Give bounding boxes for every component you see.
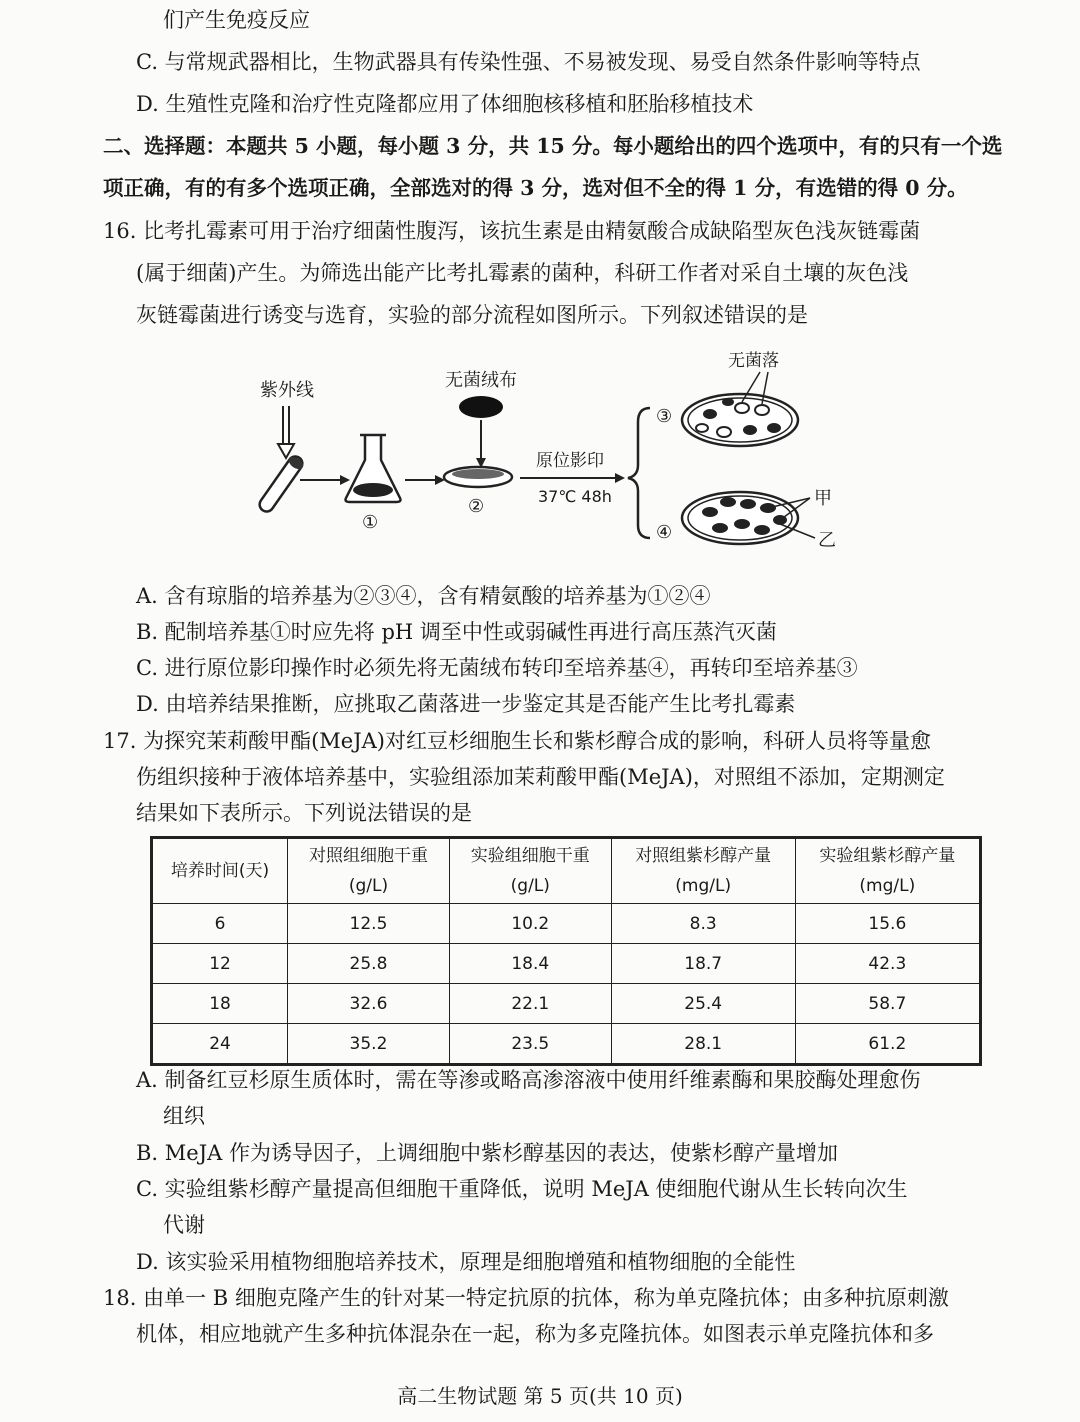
question-16-stem: (属于细菌)产生。为筛选出能产比考扎霉素的菌种，科研工作者对采自土壤的灰色浅 bbox=[136, 261, 909, 285]
table-row bbox=[152, 904, 981, 944]
table-cell: 10.2 bbox=[449, 904, 611, 944]
condition-label: 37℃ 48h bbox=[538, 487, 612, 506]
table-cell: 35.2 bbox=[288, 1024, 450, 1065]
question-16-stem: 灰链霉菌进行诱变与选育，实验的部分流程如图所示。下列叙述错误的是 bbox=[136, 303, 808, 327]
test-tube-icon bbox=[257, 454, 306, 514]
section-heading: 项正确，有的有多个选项正确，全部选对的得 3 分，选对但不全的得 1 分，有选错的得 0 分。 bbox=[103, 176, 968, 200]
no-colony-label: 无菌落 bbox=[728, 351, 779, 371]
table-row bbox=[152, 1024, 981, 1065]
label-4: ④ bbox=[656, 522, 673, 543]
table-row bbox=[152, 944, 981, 984]
question-17-stem: 伤组织接种于液体培养基中，实验组添加茉莉酸甲酯(MeJA)，对照组不添加，定期测定 bbox=[136, 765, 945, 789]
option-line: 们产生免疫反应 bbox=[163, 8, 310, 32]
yi-label: 乙 bbox=[818, 530, 836, 551]
table-cell: 25.4 bbox=[611, 984, 795, 1024]
table-cell: 61.2 bbox=[795, 1024, 980, 1065]
plate-4-icon bbox=[682, 492, 798, 544]
uv-label: 紫外线 bbox=[260, 380, 314, 401]
table-cell: 12 bbox=[152, 944, 288, 984]
column-header: 实验组紫杉醇产量 (mg/L) bbox=[795, 838, 980, 904]
question-16-option-d: D. 由培养结果推断，应挑取乙菌落进一步鉴定其是否能产生比考扎霉素 bbox=[136, 692, 796, 716]
question-18-stem: 18. 由单一 B 细胞克隆产生的针对某一特定抗原的抗体，称为单克隆抗体；由多种抗原刺激 bbox=[103, 1286, 949, 1310]
velvet-label: 无菌绒布 bbox=[445, 370, 517, 391]
table-cell: 23.5 bbox=[449, 1024, 611, 1065]
table-cell: 25.8 bbox=[288, 944, 450, 984]
results-table bbox=[150, 836, 982, 1066]
option-line: C. 与常规武器相比，生物武器具有传染性强、不易被发现、易受自然条件影响等特点 bbox=[136, 50, 921, 74]
column-header: 实验组细胞干重 (g/L) bbox=[449, 838, 611, 904]
table-cell: 28.1 bbox=[611, 1024, 795, 1065]
question-17-option-d: D. 该实验采用植物细胞培养技术，原理是细胞增殖和植物细胞的全能性 bbox=[136, 1250, 796, 1274]
plate-3-icon bbox=[682, 394, 798, 446]
table-row bbox=[152, 984, 981, 1024]
question-16-option-c: C. 进行原位影印操作时必须先将无菌绒布转印至培养基④，再转印至培养基③ bbox=[136, 656, 858, 680]
question-18-stem: 机体，相应地就产生多种抗体混杂在一起，称为多克隆抗体。如图表示单克隆抗体和多 bbox=[136, 1322, 934, 1346]
question-17-stem: 结果如下表所示。下列说法错误的是 bbox=[136, 801, 472, 825]
question-17-option-a: 组织 bbox=[163, 1104, 205, 1128]
table-cell: 8.3 bbox=[611, 904, 795, 944]
question-17-option-b: B. MeJA 作为诱导因子，上调细胞中紫杉醇基因的表达，使紫杉醇产量增加 bbox=[136, 1141, 838, 1165]
experiment-flow-diagram bbox=[240, 340, 860, 570]
table-cell: 58.7 bbox=[795, 984, 980, 1024]
label-1: ① bbox=[362, 512, 379, 533]
table-cell: 24 bbox=[152, 1024, 288, 1065]
table-cell: 15.6 bbox=[795, 904, 980, 944]
question-16-option-a: A. 含有琼脂的培养基为②③④，含有精氨酸的培养基为①②④ bbox=[136, 584, 711, 608]
table-cell: 22.1 bbox=[449, 984, 611, 1024]
question-17-option-c: 代谢 bbox=[163, 1213, 205, 1237]
table-cell: 32.6 bbox=[288, 984, 450, 1024]
section-heading: 二、选择题：本题共 5 小题，每小题 3 分，共 15 分。每小题给出的四个选项中，有的只有一个选 bbox=[103, 134, 1003, 158]
column-header: 对照组紫杉醇产量 (mg/L) bbox=[611, 838, 795, 904]
flask-icon bbox=[346, 435, 401, 502]
table-cell: 6 bbox=[152, 904, 288, 944]
table-cell: 42.3 bbox=[795, 944, 980, 984]
plate-2-icon bbox=[444, 467, 512, 487]
page-footer: 高二生物试题 第 5 页(共 10 页) bbox=[397, 1384, 683, 1408]
label-3: ③ bbox=[656, 406, 673, 427]
question-17-stem: 17. 为探究茉莉酸甲酯(MeJA)对红豆杉细胞生长和紫杉醇合成的影响，科研人员将等量愈 bbox=[103, 729, 931, 753]
table-cell: 18 bbox=[152, 984, 288, 1024]
option-line: D. 生殖性克隆和治疗性克隆都应用了体细胞核移植和胚胎移植技术 bbox=[136, 92, 754, 116]
question-16-stem: 16. 比考扎霉素可用于治疗细菌性腹泻，该抗生素是由精氨酸合成缺陷型灰色浅灰链霉菌 bbox=[103, 219, 921, 243]
replica-label: 原位影印 bbox=[536, 451, 604, 471]
question-17-option-c: C. 实验组紫杉醇产量提高但细胞干重降低，说明 MeJA 使细胞代谢从生长转向次生 bbox=[136, 1177, 908, 1201]
label-2: ② bbox=[468, 496, 485, 517]
jia-label: 甲 bbox=[814, 488, 832, 509]
column-header: 培养时间(天) bbox=[152, 838, 288, 904]
question-17-option-a: A. 制备红豆杉原生质体时，需在等渗或略高渗溶液中使用纤维素酶和果胶酶处理愈伤 bbox=[136, 1068, 921, 1092]
table-cell: 18.4 bbox=[449, 944, 611, 984]
table-cell: 18.7 bbox=[611, 944, 795, 984]
column-header: 对照组细胞干重 (g/L) bbox=[288, 838, 450, 904]
table-cell: 12.5 bbox=[288, 904, 450, 944]
question-16-option-b: B. 配制培养基①时应先将 pH 调至中性或弱碱性再进行高压蒸汽灭菌 bbox=[136, 620, 777, 644]
velvet-icon bbox=[459, 396, 503, 418]
